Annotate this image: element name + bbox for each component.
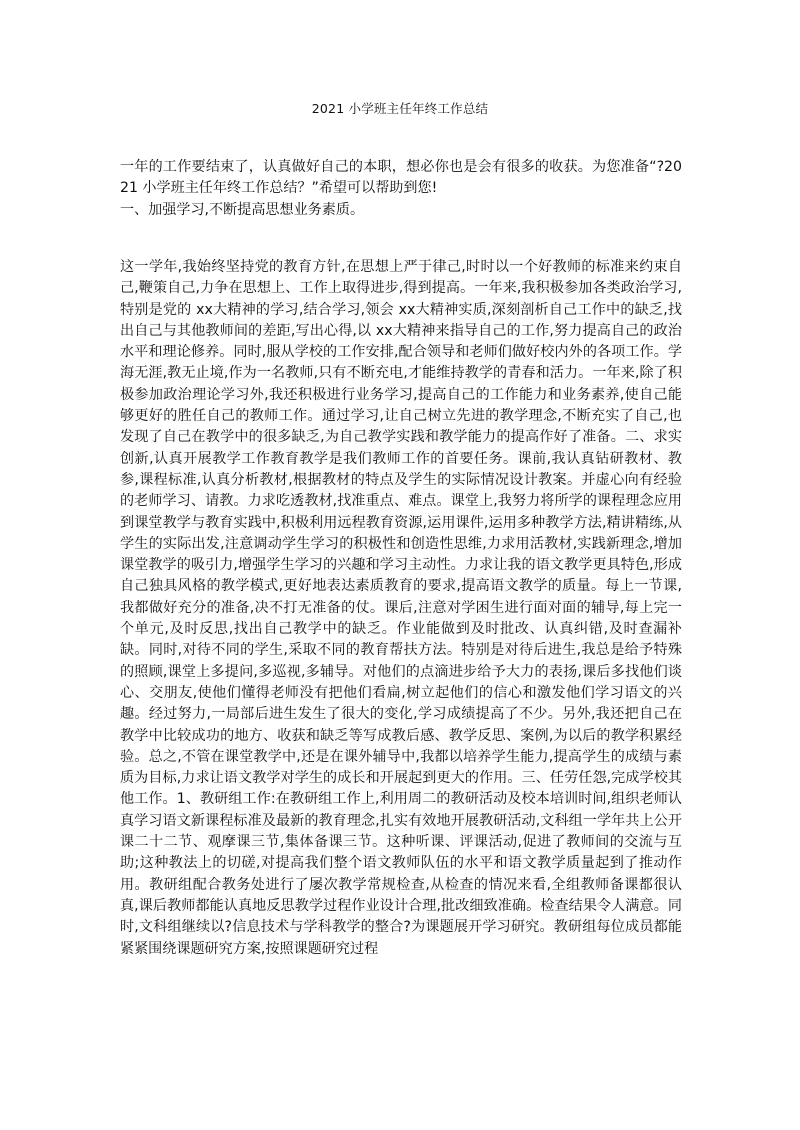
main-paragraph: 这一学年,我始终坚持党的教育方针,在思想上严于律己,时时以一个好教师的标准来约束自己,鞭策自己,力争在思想上、工作上取得进步,得到提高。一年来,我积极参加各类政治学习,特别是党的 xx大精神的学习,结合学习,领会 xx大精神实质,深刻剖析自己工作中的缺乏,找出自己与其他教师间的差距,写出心得,以 xx大精神来指导自己的工作,努力提高自己的政治水平和理论修养。同时,服从学校的工作安排,配合领导和老师们做好校内外的各项工作。学海无涯,教无止境,作为一名教师,只有不断充电,才能维持教学的青春和活力。一年来,除了积极参加政治理论学习外,我还积极进行业务学习,提高自己的工作能力和业务素养,使自己能够更好的胜任自己的教师工作。通过学习,让自己树立先进的教学理念,不断充实了自己,也发现了自己在教学中的很多缺乏,为自己教学实践和教学能力的提高作好了准备。二、求实创新,认真开展教学工作教育教学是我们教师工作的首要任务。课前,我认真钻研教材、教参,课程标准,认真分析教材,根据教材的特点及学生的实际情况设计教案。并虚心向有经验的老师学习、请教。力求吃透教材,找准重点、难点。课堂上,我努力将所学的课程理念应用到课堂教学与教育实践中,积极利用远程教育资源,运用课件,运用多种教学方法,精讲精练,从学生的实际出发,注意调动学生学习的积极性和创造性思维,力求用活教材,实践新理念,增加课堂教学的吸引力,增强学生学习的兴趣和学习主动性。力求让我的语文教学更具特色,形成自己独具风格的教学模式,更好地表达素质教育的要求,提高语文教学的质量。每上一节课,我都做好充分的准备,决不打无准备的仗。课后,注意对学困生进行面对面的辅导,每上完一个单元,及时反思,找出自己教学中的缺乏。作业能做到及时批改、认真纠错,及时查漏补缺。同时,对待不同的学生,采取不同的教育帮扶方法。特别是对待后进生,我总是给予特殊的照顾,课堂上多提问,多巡视,多辅导。对他们的点滴进步给予大力的表扬,课后多找他们谈心、交朋友,使他们懂得老师没有把他们看扁,树立起他们的信心和激发他们学习语文的兴趣。经过努力,一局部后进生发生了很大的变化,学习成绩提高了不少。另外,我还把自己在教学中比较成功的地方、收获和缺乏等写成教后感、教学反思、案例,为以后的教学积累经验。总之,不管在课堂教学中,还是在课外辅导中,我都以培养学生能力,提高学生的成绩与素质为目标,力求让语文教学对学生的成长和开展起到更大的作用。三、任劳任怨,完成学校其他工作。1、教研组工作:在教研组工作上,利用周二的教研活动及校本培训时间,组织老师认真学习语文新课程标准及最新的教育理念,扎实有效地开展教研活动,文科组一学年共上公开课二十二节、观摩课三节,集体备课三节。这种听课、评课活动,促进了教师间的交流与互助;这种教法上的切磋,对提高我们整个语文教师队伍的水平和语文教学质量起到了推动作用。教研组配合教务处进行了屡次教学常规检查,从检查的情况来看,全组教师备课都很认真,课后教师都能认真地反思教学过程作业设计合理,批改细致准确。检查结果令人满意。同时,文科组继续以?信息技术与学科教学的整合?为课题展开学习研究。教研组每位成员都能紧紧围绕课题研究方案,按照课题研究过程 xyxy=(120,259,682,957)
section-heading: 一、加强学习,不断提高思想业务素质。 xyxy=(120,201,365,218)
document-title: 2021 小学班主任年终工作总结 xyxy=(311,101,489,116)
intro-paragraph: 一年的工作要结束了，认真做好自己的本职，想必你也是会有很多的收获。为您准备“?2021 小学班主任年终工作总结？”希望可以帮助到您! xyxy=(120,159,682,197)
intro-section xyxy=(120,157,682,221)
main-section xyxy=(120,257,682,960)
